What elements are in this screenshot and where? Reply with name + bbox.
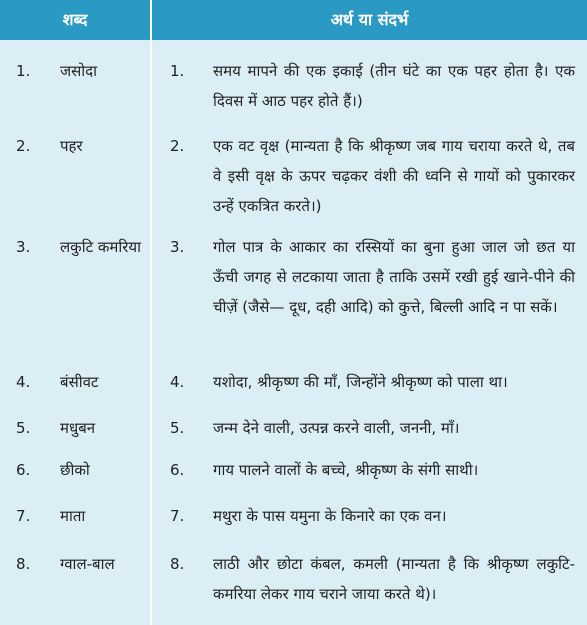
row-meaning: मथुरा के पास यमुना के किनारे का एक वन।: [213, 507, 447, 525]
meaning-number: 6.: [170, 461, 185, 479]
meaning-number: 7.: [170, 507, 185, 525]
row-number: 4.: [16, 373, 31, 391]
row-number: 5.: [16, 419, 31, 437]
row-meaning: गोल पात्र के आकार का रस्सियों का बुना हुआ जाल जो छत या ऊँची जगह से लटकाया जाता है ताकि उसमें रखी हुई खाने-पीने की चीज़ें (जैसे— दूध, दही आदि) को कुत्ते, बिल्ली आदि न पा सकें।: [213, 238, 575, 316]
row-word: ग्वाल-बाल: [60, 555, 115, 573]
row-meaning: जन्म देने वाली, उत्पन्न करने वाली, जननी, माँ।: [213, 419, 460, 437]
row-word: बंसीवट: [60, 373, 99, 391]
row-meaning: लाठी और छोटा कंबल, कमली (मान्यता है कि श्रीकृष्ण लकुटि-कमरिया लेकर गाय चराने जाया करते थे)।: [213, 555, 575, 603]
table-row: [0, 501, 587, 535]
row-meaning: यशोदा, श्रीकृष्ण की माँ, जिन्होंने श्रीकृष्ण को पाला था।: [213, 373, 508, 391]
table-row: [0, 232, 587, 362]
meaning-number: 5.: [170, 419, 185, 437]
row-word: पहर: [60, 137, 83, 155]
row-word: लकुटि कमरिया: [60, 238, 141, 256]
row-number: 8.: [16, 555, 31, 573]
header-meaning: अर्थ या संदर्भ: [330, 10, 409, 29]
row-meaning: एक वट वृक्ष (मान्यता है कि श्रीकृष्ण जब गाय चराया करते थे, तब वे इसी वृक्ष के ऊपर चढ़कर वंशी की ध्वनि से गायों को पुकारकर उन्हें एकत्रित करते।): [213, 137, 575, 215]
row-word: छीको: [60, 461, 90, 479]
row-word: माता: [60, 507, 86, 525]
header-word: शब्द: [62, 10, 88, 29]
table-header: [0, 0, 587, 40]
row-number: 3.: [16, 238, 31, 256]
row-number: 2.: [16, 137, 31, 155]
row-number: 7.: [16, 507, 31, 525]
row-meaning: गाय पालने वालों के बच्चे, श्रीकृष्ण के संगी साथी।: [213, 461, 479, 479]
row-word: मधुबन: [60, 419, 96, 437]
meaning-number: 2.: [170, 137, 185, 155]
row-word: जसोदा: [60, 62, 98, 80]
meaning-number: 4.: [170, 373, 185, 391]
meaning-number: 1.: [170, 62, 185, 80]
row-meaning: समय मापने की एक इकाई (तीन घंटे का एक पहर होता है। एक दिवस में आठ पहर होते हैं।): [213, 62, 575, 110]
table-row: [0, 455, 587, 489]
meaning-number: 3.: [170, 238, 185, 256]
table-row: [0, 549, 587, 619]
row-number: 6.: [16, 461, 31, 479]
row-number: 1.: [16, 62, 31, 80]
meaning-number: 8.: [170, 555, 185, 573]
table-row: [0, 56, 587, 126]
table-row: [0, 131, 587, 226]
table-row: [0, 367, 587, 401]
table-row: [0, 413, 587, 447]
